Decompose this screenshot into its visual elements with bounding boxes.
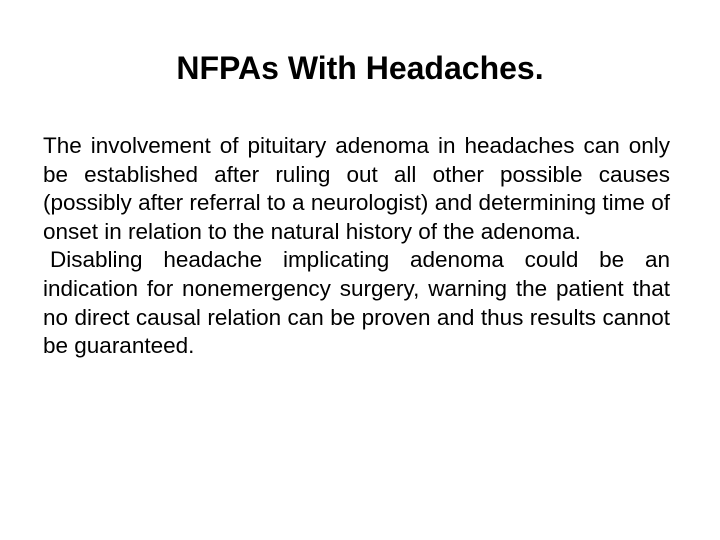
slide-body [43,132,670,361]
slide-title: NFPAs With Headaches. [176,50,544,86]
paragraph-surgery: Disabling headache implicating adenoma could be an indication for nonemergency surgery, warning the patient that no direct causal relation can be proven and thus results cannot be guaranteed. [43,247,670,359]
paragraph-onset: The involvement of pituitary adenoma in headaches can only be established after ruling out all other possible causes (possibly after referral to a neurologist) and determining time of onset in relation to the natural history of the adenoma. [43,133,670,244]
